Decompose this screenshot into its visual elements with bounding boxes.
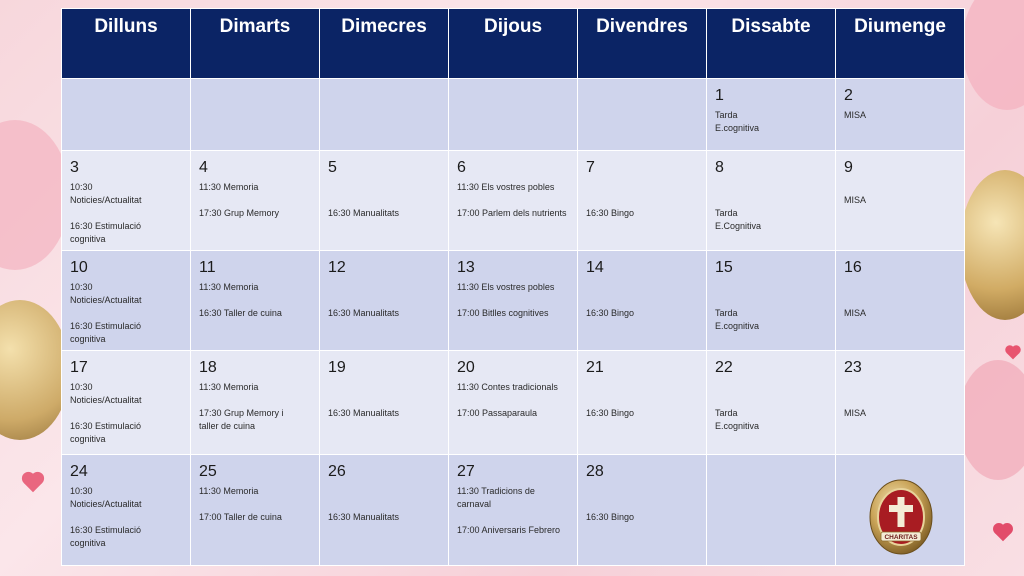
day-number: 24 — [70, 463, 88, 480]
day-number: 26 — [328, 463, 346, 480]
caritas-badge-icon — [868, 477, 934, 561]
weekday-header: Divendres — [578, 9, 707, 79]
left-heart-decoration — [0, 120, 70, 270]
day-cell — [62, 79, 191, 151]
day-number: 6 — [457, 159, 466, 176]
day-events: 11:30 Tradicions de carnaval 17:00 Aniversaris Febrero — [457, 486, 561, 535]
day-events: Tarda E.cognitiva — [715, 308, 760, 331]
day-number: 23 — [844, 359, 862, 376]
day-events: 16:30 Manualitats — [328, 208, 400, 218]
caritas-logo-text: CHARITAS — [884, 534, 918, 541]
caritas-badge-graphic — [868, 477, 934, 561]
day-events: MISA — [844, 308, 867, 318]
day-events: 10:30 Noticies/Actualitat 16:30 Estimulació cognitiva — [70, 182, 142, 244]
day-events: 16:30 Bingo — [586, 512, 635, 522]
weekday-header: Dimarts — [191, 9, 320, 79]
weekday-header: Dijous — [449, 9, 578, 79]
day-cell — [578, 351, 707, 455]
day-cell — [191, 351, 320, 455]
small-heart-icon — [24, 474, 42, 492]
day-cell — [62, 455, 191, 566]
small-heart-icon — [1007, 347, 1020, 360]
day-number: 2 — [844, 87, 853, 104]
day-number: 8 — [715, 159, 724, 176]
day-events: 16:30 Manualitats — [328, 308, 400, 318]
day-number: 13 — [457, 259, 475, 276]
day-number: 18 — [199, 359, 217, 376]
day-cell — [578, 79, 707, 151]
day-number: 10 — [70, 259, 88, 276]
day-events: MISA — [844, 110, 867, 120]
day-cell — [191, 455, 320, 566]
day-number: 12 — [328, 259, 346, 276]
day-cell — [449, 351, 578, 455]
day-events: 16:30 Manualitats — [328, 408, 400, 418]
day-number: 20 — [457, 359, 475, 376]
day-events: 10:30 Noticies/Actualitat 16:30 Estimulació cognitiva — [70, 282, 142, 344]
day-cell — [191, 79, 320, 151]
day-cell — [62, 351, 191, 455]
day-cell — [578, 151, 707, 251]
day-events: 11:30 Contes tradicionals 17:00 Passaparaula — [457, 382, 558, 418]
right-heart-lower — [958, 360, 1024, 480]
day-cell — [836, 251, 965, 351]
day-events: Tarda E.cognitiva — [715, 110, 760, 133]
day-cell — [707, 455, 836, 566]
right-heart-decoration — [962, 0, 1024, 110]
day-cell — [707, 79, 836, 151]
week-row — [62, 455, 965, 566]
day-number: 17 — [70, 359, 88, 376]
day-number: 21 — [586, 359, 604, 376]
weekday-header: Dimecres — [320, 9, 449, 79]
day-cell — [191, 251, 320, 351]
day-number: 28 — [586, 463, 604, 480]
day-number: 16 — [844, 259, 862, 276]
day-cell — [707, 151, 836, 251]
day-cell — [836, 151, 965, 251]
day-cell-logo — [836, 455, 965, 566]
day-cell — [320, 151, 449, 251]
day-events: 16:30 Manualitats — [328, 512, 400, 522]
gold-heart-right — [960, 170, 1024, 320]
day-events: 11:30 Els vostres pobles 17:00 Bitlles cognitives — [457, 282, 555, 318]
day-cell — [62, 151, 191, 251]
day-events: Tarda E.Cognitiva — [715, 208, 762, 231]
day-number: 3 — [70, 159, 79, 176]
day-events: 11:30 Memoria 17:30 Grup Memory — [199, 182, 280, 218]
day-events: MISA — [844, 195, 867, 205]
day-cell — [578, 455, 707, 566]
monthly-activity-calendar — [61, 8, 965, 566]
day-number: 15 — [715, 259, 733, 276]
week-row — [62, 351, 965, 455]
day-cell — [320, 455, 449, 566]
day-events: 11:30 Memoria 17:30 Grup Memory i taller de cuina — [199, 382, 284, 431]
day-number: 11 — [199, 259, 216, 276]
day-cell — [449, 251, 578, 351]
weekday-header: Dissabte — [707, 9, 836, 79]
day-cell — [707, 351, 836, 455]
gold-heart-left — [0, 300, 70, 440]
day-cell — [707, 251, 836, 351]
day-number: 4 — [199, 159, 208, 176]
day-number: 7 — [586, 159, 595, 176]
day-events: 11:30 Memoria 17:00 Taller de cuina — [199, 486, 282, 522]
small-heart-icon — [995, 525, 1012, 542]
day-number: 9 — [844, 159, 853, 176]
day-number: 27 — [457, 463, 475, 480]
day-events: Tarda E.cognitiva — [715, 408, 760, 431]
day-number: 22 — [715, 359, 733, 376]
day-events: 16:30 Bingo — [586, 408, 635, 418]
day-number: 5 — [328, 159, 337, 176]
day-events: 16:30 Bingo — [586, 208, 635, 218]
week-row — [62, 251, 965, 351]
day-number: 25 — [199, 463, 217, 480]
day-cell — [320, 351, 449, 455]
day-events: 10:30 Noticies/Actualitat 16:30 Estimulació cognitiva — [70, 382, 142, 444]
day-cell — [62, 251, 191, 351]
day-cell — [320, 79, 449, 151]
day-number: 14 — [586, 259, 604, 276]
day-number: 1 — [715, 87, 724, 104]
day-cell — [191, 151, 320, 251]
day-cell — [449, 455, 578, 566]
day-events: 16:30 Bingo — [586, 308, 635, 318]
day-events: 11:30 Els vostres pobles 17:00 Parlem dels nutrients — [457, 182, 567, 218]
week-row — [62, 151, 965, 251]
day-events: 11:30 Memoria 16:30 Taller de cuina — [199, 282, 282, 318]
day-cell — [836, 79, 965, 151]
day-events: MISA — [844, 408, 867, 418]
day-cell — [449, 79, 578, 151]
day-number: 19 — [328, 359, 346, 376]
weekday-header: Diumenge — [836, 9, 965, 79]
day-cell — [449, 151, 578, 251]
day-cell — [578, 251, 707, 351]
weekday-header-row — [62, 9, 965, 79]
week-row — [62, 79, 965, 151]
day-cell — [320, 251, 449, 351]
day-events: 10:30 Noticies/Actualitat 16:30 Estimulació cognitiva — [70, 486, 142, 548]
day-cell — [836, 351, 965, 455]
weekday-header: Dilluns — [62, 9, 191, 79]
